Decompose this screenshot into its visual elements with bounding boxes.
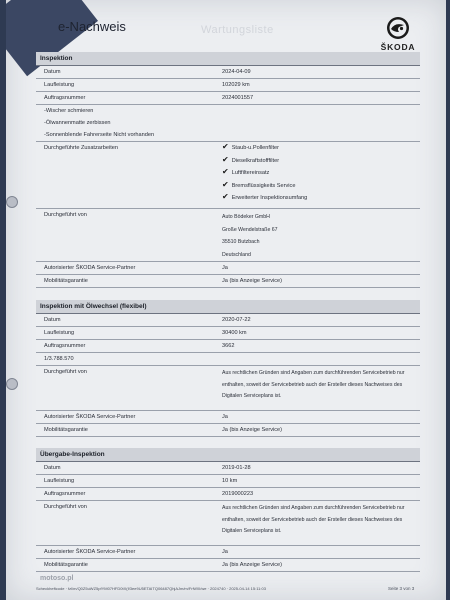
page-number: Seite 3 von 3 (388, 586, 415, 591)
table-row: Laufleistung 10 km (36, 475, 420, 488)
table-row: Mobilitätsgarantie Ja (bis Anzeige Service) (36, 559, 420, 572)
note-line: -Wischer schmieren (44, 108, 94, 114)
check-icon: ✔ (222, 167, 229, 176)
section-heading: Inspektion (36, 52, 420, 66)
performed-by-row: Durchgeführt von Auto Bödeker GmbH Große Wendelstraße 67 35510 Butzbach Deutschland (36, 209, 420, 262)
table-row: Datum 2019-01-28 (36, 462, 420, 475)
table-row: Auftragsnummer 2019000223 (36, 488, 420, 501)
inspektion-section (36, 52, 420, 288)
performed-by-row: Durchgeführt von Aus rechtlichen Gründen sind Angaben zum durchführenden Servicebetrieb nur enthalten, soweit der Servicebetrieb auch der Ersteller dieses Nachweises des Digitalen Serviceplans ist. (36, 366, 420, 411)
performed-by-row: Durchgeführt von Aus rechtlichen Gründen sind Angaben zum durchführenden Servicebetrieb nur enthalten, soweit der Servicebetrieb auch der Ersteller dieses Nachweises des Digitalen Serviceplans ist. (36, 501, 420, 546)
punch-hole (6, 196, 18, 208)
uebergabe-section (36, 448, 420, 572)
list-item: ✔ Dieselkraftstofffilter (222, 154, 280, 164)
oelwechsel-section (36, 300, 420, 437)
section-heading: Inspektion mit Ölwechsel (flexibel) (36, 300, 420, 314)
footer-code: Scheckheftcode · fzl/m/Q0Z5uWZ5pfYM07HFD0tX(f/3ee9U5ETAITQ06487QhjAJm/m/FrNfXl/we · 2024740 · 2025-04-14 15:11:03 (36, 586, 266, 591)
table-row: Auftragsnummer 2024001557 (36, 92, 420, 105)
document-page (6, 0, 446, 600)
note-line: -Ölwannenmatte zerbissen (44, 120, 111, 126)
check-icon: ✔ (222, 179, 229, 189)
skoda-emblem-icon (386, 16, 410, 40)
legal-notice: Aus rechtlichen Gründen sind Angaben zum durchführenden Servicebetrieb nur enthalten, soweit der Servicebetrieb auch der Ersteller dieses Nachweises des Digitalen Serviceplans ist. (222, 370, 405, 399)
table-row: Laufleistung 102029 km (36, 79, 420, 92)
note-line: 1/3.788.570 (36, 353, 420, 366)
list-item: ✔ Erweiterter Inspektionsumfang (222, 192, 308, 201)
workshop-address: Auto Bödeker GmbH Große Wendelstraße 67 35510 Butzbach Deutschland (222, 214, 278, 258)
note-line: -Sonnenblende Fahrerseite Nicht vorhanden (36, 129, 420, 142)
table-row: Mobilitätsgarantie Ja (bis Anzeige Service) (36, 275, 420, 288)
site-watermark: motoso.pl (40, 575, 74, 582)
check-icon: ✔ (222, 142, 229, 151)
extra-work-list (222, 142, 307, 205)
section-heading: Übergabe-Inspektion (36, 448, 420, 462)
table-row: Laufleistung 30400 km (36, 327, 420, 340)
extra-work-row: Durchgeführte Zusatzarbeiten ✔ Staub-u.Pollenfilter ✔ Dieselkraftstofffilter ✔ Luftfiltereinsatz ✔ Bremsflüssigkeits Service ✔ Erweiterter Inspektionsumfang (36, 142, 420, 209)
list-item: ✔ Luftfiltereinsatz (222, 167, 270, 176)
list-item: ✔ Staub-u.Pollenfilter (222, 142, 279, 151)
skoda-logo (376, 16, 420, 52)
watermark-text: Wartungsliste (201, 24, 274, 36)
table-row: Mobilitätsgarantie Ja (bis Anzeige Service) (36, 424, 420, 437)
table-row: Autorisierter ŠKODA Service-Partner Ja (36, 546, 420, 559)
table-row: Auftragsnummer 3662 (36, 340, 420, 353)
page-title: e-Nachweis (58, 19, 126, 34)
list-item: ✔ Bremsflüssigkeits Service (222, 179, 296, 189)
check-icon: ✔ (222, 192, 229, 201)
table-row: Datum 2024-04-09 (36, 66, 420, 79)
punch-hole (6, 378, 18, 390)
brand-name: ŠKODA (380, 42, 416, 52)
table-row: Autorisierter ŠKODA Service-Partner Ja (36, 411, 420, 424)
table-row: Autorisierter ŠKODA Service-Partner Ja (36, 262, 420, 275)
check-icon: ✔ (222, 154, 229, 164)
legal-notice: Aus rechtlichen Gründen sind Angaben zum durchführenden Servicebetrieb nur enthalten, soweit der Servicebetrieb auch der Ersteller dieses Nachweises des Digitalen Serviceplans ist. (222, 505, 405, 534)
table-row: Datum 2020-07-22 (36, 314, 420, 327)
